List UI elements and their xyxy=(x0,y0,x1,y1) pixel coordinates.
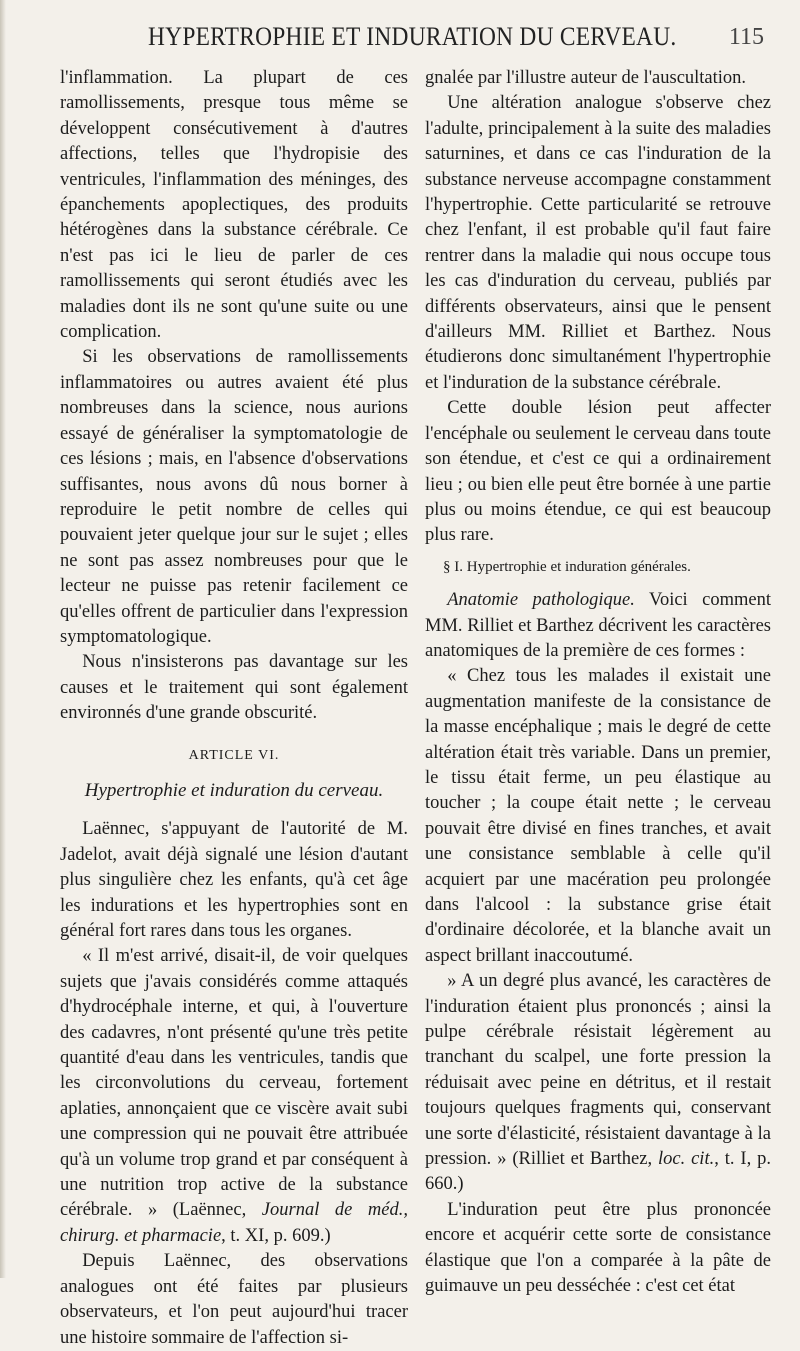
running-head xyxy=(60,20,772,60)
citation-ref: , t. I, p. 660.) xyxy=(425,1149,771,1195)
article-label: ARTICLE VI. xyxy=(188,747,280,763)
quotation-paragraph xyxy=(60,944,408,1249)
paragraph: gnalée par l'illustre auteur de l'auscultation. xyxy=(425,68,747,88)
paragraph-text: Voici comment MM. Rilliet et Barthez décrivent les caractères anatomiques de la première de ces formes : xyxy=(425,590,771,661)
running-title: HYPERTROPHIE ET INDURATION DU CERVEAU. xyxy=(148,22,677,51)
paragraph: Si les observations de ramollissements inflammatoires ou autres avaient été plus nombreuses dans la science, nous aurions essayé de généraliser la symptomatologie de ces lésions ; mais, en l'absence d'observations suffisantes, nous avons dû nous borner à reproduire le petit nombre de celles qui pouvaient jeter quelque jour sur le sujet ; elles ne sont pas assez nombreuses pour que le lecteur ne puisse pas retenir facilement ce qu'elles offrent de particulier dans l'expression symptomatologique. xyxy=(60,347,408,647)
paragraph: Une altération analogue s'observe chez l'adulte, principalement à la suite des maladies saturnines, et dans ce cas l'induration de la substance nerveuse accompagne constamment l'hypertrophie. Cette particularité se retrouve chez l'enfant, il est probable qu'il faut faire rentrer dans la maladie qui nous occupe tous les cas d'induration du cerveau, publiés par différents observateurs, ainsi que le pensent d'ailleurs MM. Rilliet et Barthez. Nous étudierons donc simultanément l'hypertrophie et l'induration de la substance cérébrale. xyxy=(425,93,771,393)
quotation-paragraph: « Chez tous les malades il existait une augmentation manifeste de la consistance de la masse encéphalique ; mais le degré de cette altération était très variable. Dans un premier, le tissu était ferme, un peu élastique au toucher ; la coupe était nette ; le cerveau pouvait être divisé en fines tranches, et avait une consistance semblable à celle qu'il acquiert par une macération peu prolongée dans l'alcool : la substance grise était d'ordinaire décolorée, et la blanche avait un aspect brillant inaccoutumé. xyxy=(425,666,771,966)
article-title: Hypertrophie et induration du cerveau. xyxy=(84,779,384,801)
citation-title: loc. cit. xyxy=(657,1149,715,1170)
quote-text: « Il m'est arrivé, disait-il, de voir quelques sujets que j'avais considérés comme attaqués d'hydrocéphale interne, et qui, à l'ouverture des cadavres, n'ont présenté qu'une très petite quantité d'eau dans les ventricules, tandis que les circonvolutions du cerveau, fortement aplaties, annonçaient que ce viscère avait subi une compression qui ne pouvait être attribuée qu'à un volume trop grand et par conséquent à une nutrition trop active de la substance cérébrale. » (Laënnec, xyxy=(60,946,408,1221)
paragraph: Depuis Laënnec, des observations analogues ont été faites par plusieurs observateurs, et l'on peut aujourd'hui tracer une histoire sommaire de l'affection si- xyxy=(60,1251,408,1348)
citation-title: Journal de méd., chirurg. et pharmacie xyxy=(60,1200,408,1246)
paragraph: Laënnec, s'appuyant de l'autorité de M. Jadelot, avait déjà signalé une lésion d'autant plus singulière chez les enfants, qu'à cet âge les indurations et les hypertrophies sont en général fort rares dans tous les organes. xyxy=(60,819,408,941)
quotation-paragraph xyxy=(425,969,771,1198)
paragraph: Nous n'insisterons pas davantage sur les causes et le traitement qui sont également environnés d'une grande obscurité. xyxy=(60,652,408,724)
paragraph: L'induration peut être plus prononcée encore et acquérir cette sorte de consistance élastique que l'on a comparée à la pâte de guimauve un peu desséchée : c'est cet état xyxy=(425,1199,771,1297)
paragraph: l'inflammation. La plupart de ces ramollissements, presque tous même se développent consécutivement à d'autres affections, telles que l'hydropisie des ventricules, l'inflammation des méninges, des épanchements apoplectiques, des produits hétérogènes dans la substance cérébrale. Ce n'est pas ici le lieu de parler de ces ramollissements qui seront étudiés avec les maladies dont ils ne sont qu'une suite ou une complication. xyxy=(60,68,408,343)
quote-text: » A un degré plus avancé, les caractères de l'induration étaient plus prononcés ; ainsi la pulpe cérébrale résistait légèrement au tranchant du scalpel, une forte pression la réduisait avec peine en détritus, et il restait toujours quelques fragments qui, conservant une sorte d'élasticité, résistaient davantage à la pression. » (Rilliet et Barthez, xyxy=(425,971,771,1170)
paragraph xyxy=(425,588,771,664)
right-column xyxy=(425,66,771,1300)
left-column xyxy=(60,66,408,1351)
section-heading: § I. Hypertrophie et induration générales. xyxy=(443,558,691,575)
citation-ref: , t. XI, p. 609.) xyxy=(221,1225,331,1246)
subsection-lead: Anatomie pathologique. xyxy=(447,590,635,611)
paragraph: Cette double lésion peut affecter l'encéphale ou seulement le cerveau dans toute son étendue, et c'est ce qui a ordinairement lieu ; ou bien elle peut être bornée à une partie plus ou moins étendue, ce qui est beaucoup plus rare. xyxy=(425,398,771,546)
page-edge-shadow xyxy=(0,0,6,1278)
page-number: 115 xyxy=(728,24,764,50)
